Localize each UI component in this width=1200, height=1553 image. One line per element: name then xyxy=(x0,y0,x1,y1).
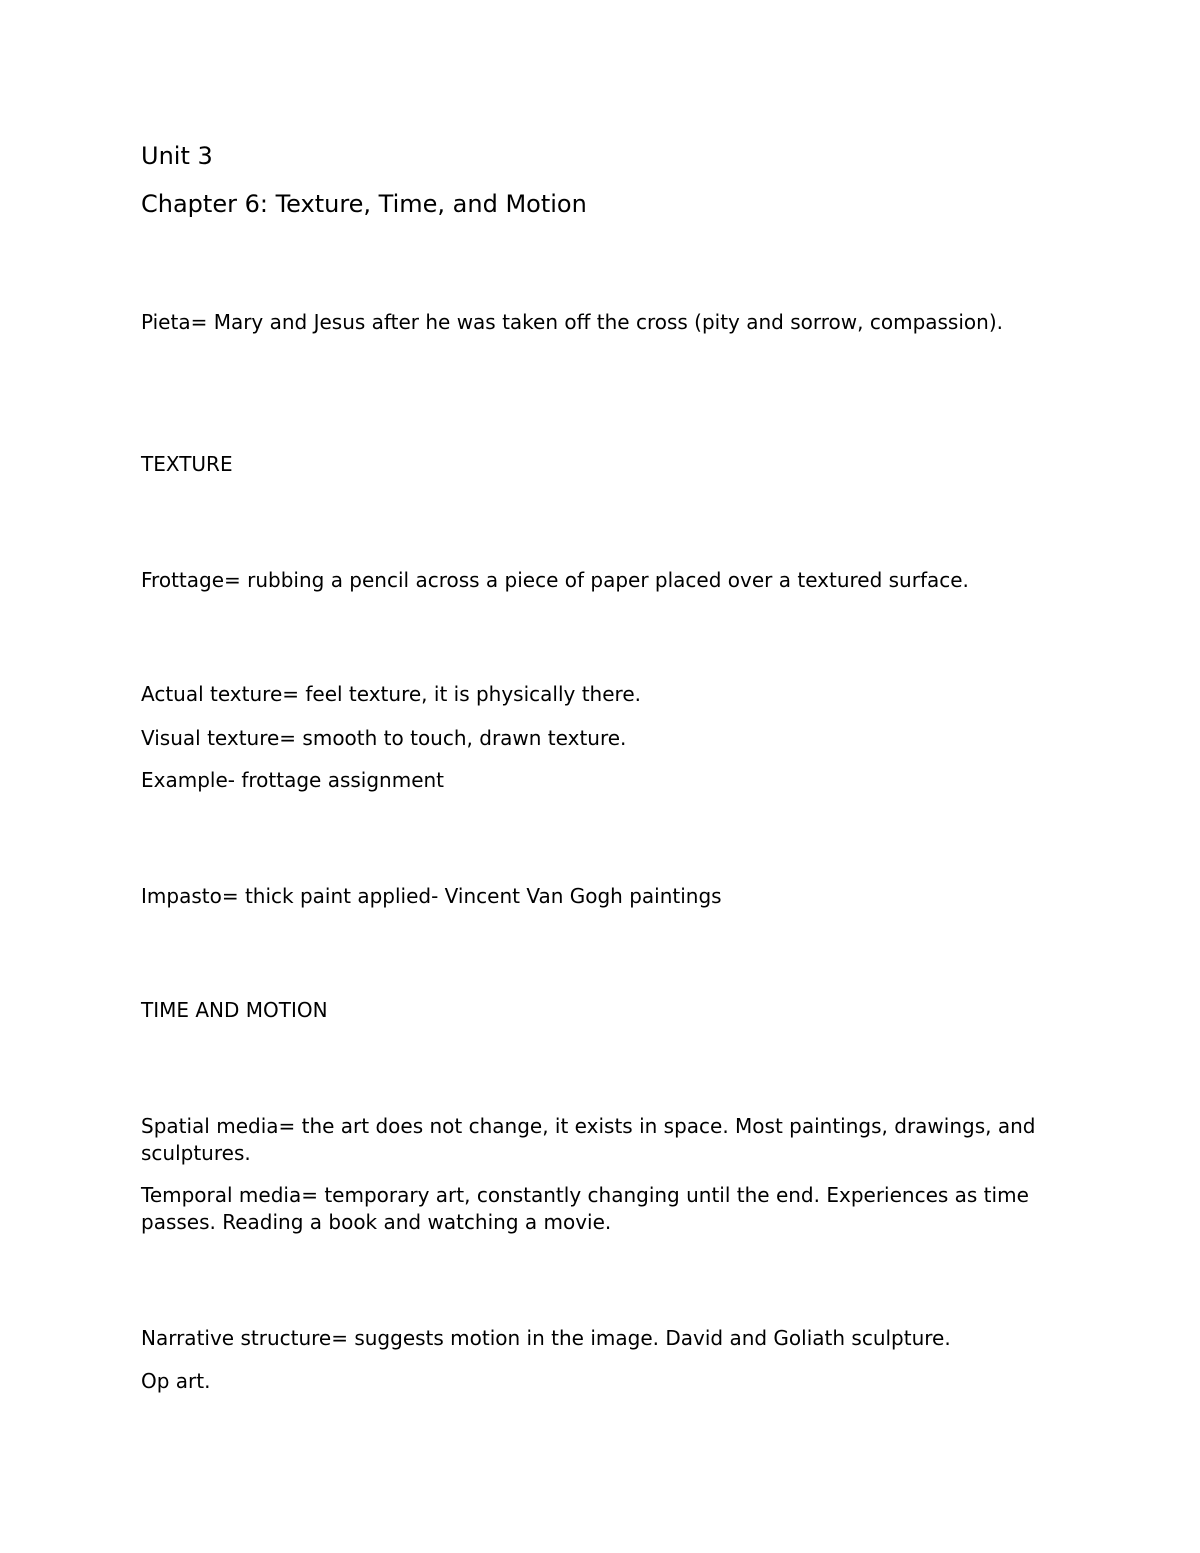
chapter-title: Chapter 6: Texture, Time, and Motion xyxy=(141,190,587,218)
paragraph-frottage: Frottage= rubbing a pencil across a piece of paper placed over a textured surface. xyxy=(141,568,969,592)
section-heading-time-and-motion: TIME AND MOTION xyxy=(141,998,328,1022)
paragraph-op-art: Op art. xyxy=(141,1369,211,1393)
paragraph-visual-texture: Visual texture= smooth to touch, drawn texture. xyxy=(141,726,627,750)
section-heading-texture: TEXTURE xyxy=(141,452,233,476)
paragraph-narrative-structure: Narrative structure= suggests motion in the image. David and Goliath sculpture. xyxy=(141,1326,951,1350)
paragraph-spatial-media: Spatial media= the art does not change, it exists in space. Most paintings, drawings, and sculptures. xyxy=(141,1114,1036,1165)
paragraph-pieta: Pieta= Mary and Jesus after he was taken off the cross (pity and sorrow, compassion). xyxy=(141,310,1003,334)
unit-title: Unit 3 xyxy=(141,142,213,170)
paragraph-temporal-media: Temporal media= temporary art, constantly changing until the end. Experiences as time passes. Reading a book and watching a movie. xyxy=(141,1183,1029,1234)
paragraph-example: Example- frottage assignment xyxy=(141,768,445,792)
paragraph-impasto: Impasto= thick paint applied- Vincent Van Gogh paintings xyxy=(141,884,722,908)
paragraph-actual-texture: Actual texture= feel texture, it is physically there. xyxy=(141,682,641,706)
